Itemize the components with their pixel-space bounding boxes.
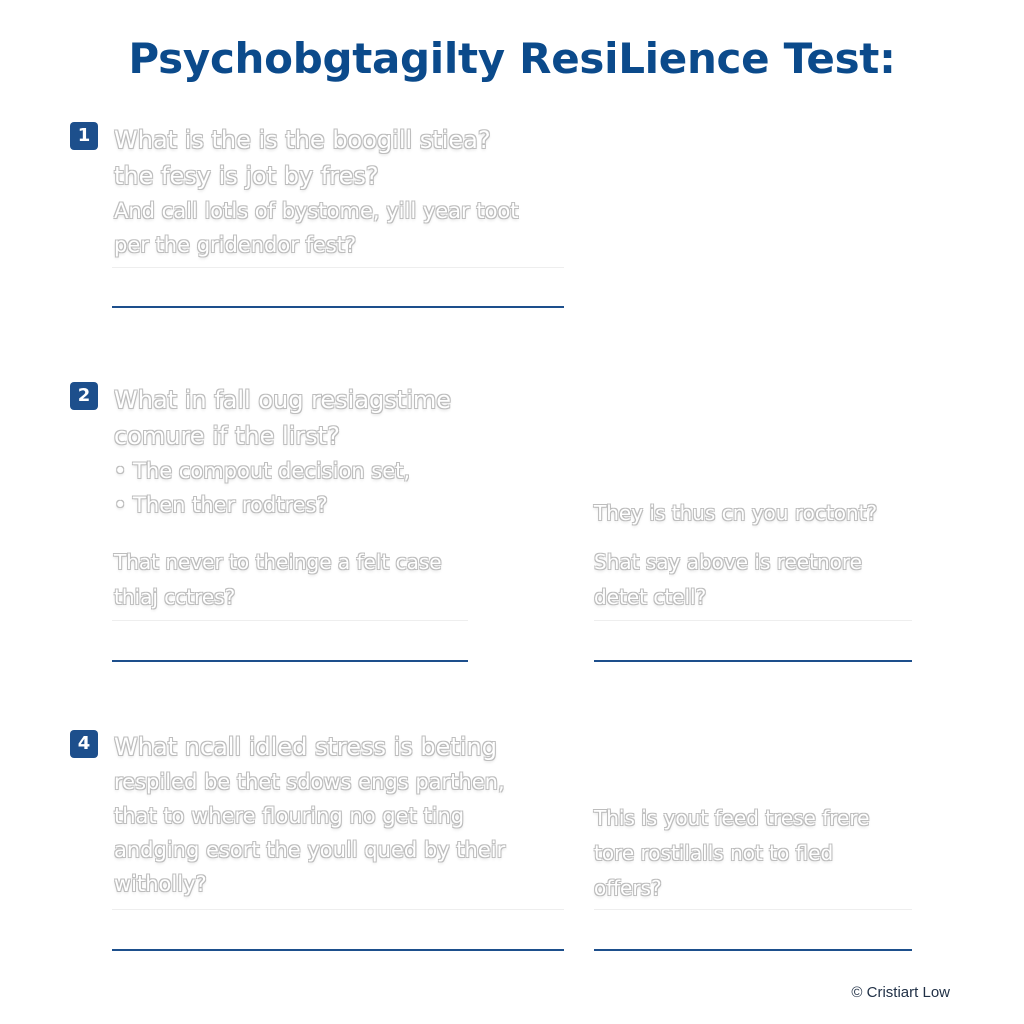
question-line: And call lotls of bystome, yill year toot [114, 199, 519, 223]
question-2-right-note [594, 496, 877, 615]
guide-line [112, 267, 564, 268]
note-line: Shat say above is reetnore [594, 550, 862, 574]
question-1-text [114, 122, 519, 262]
question-line: the fesy is jot by fres? [114, 162, 379, 190]
answer-line-q2-right[interactable] [594, 660, 912, 662]
question-line: What in fall oug resiagstime [114, 386, 452, 414]
answer-line-q1[interactable] [112, 306, 564, 308]
question-bullet: • Then ther rodtres? [114, 493, 328, 517]
question-2-left-note [114, 545, 442, 615]
question-line: respiled be thet sdows engs parthen, [114, 770, 505, 794]
question-4-right-note [594, 801, 869, 906]
note-line: That never to theinge a felt case [114, 550, 442, 574]
question-line: per the gridendor fest? [114, 233, 357, 257]
question-line: What ncall idled stress is beting [114, 733, 497, 761]
guide-line [594, 909, 912, 910]
note-line: detet ctell? [594, 585, 707, 609]
question-4-text [114, 729, 505, 901]
question-2-text [114, 382, 451, 522]
answer-line-q2-left[interactable] [112, 660, 468, 662]
question-bullet: • The compout decision set, [114, 459, 411, 483]
question-line: andging esort the youll qued by their [114, 838, 506, 862]
note-line: tore rostilalls not to fled [594, 841, 834, 865]
note-line: They is thus cn you roctont? [594, 501, 878, 525]
note-line: This is yout feed trese frere [594, 806, 870, 830]
question-number-badge: 4 [70, 730, 98, 758]
answer-line-q4-left[interactable] [112, 949, 564, 951]
question-line: that to where flouring no get ting [114, 804, 465, 828]
question-line: comure if the lirst? [114, 422, 340, 450]
copyright-notice: © Cristiart Low [851, 984, 950, 1001]
question-number-badge: 1 [70, 122, 98, 150]
note-line: offers? [594, 876, 662, 900]
question-line: What is the is the boogill stiea? [114, 126, 491, 154]
guide-line [112, 620, 468, 621]
note-line: thiaj cctres? [114, 585, 236, 609]
guide-line [112, 909, 564, 910]
answer-line-q4-right[interactable] [594, 949, 912, 951]
guide-line [594, 620, 912, 621]
question-number-badge: 2 [70, 382, 98, 410]
question-line: witholly? [114, 872, 207, 896]
page-title: Psychobgtagilty ResiLience Test: [128, 34, 896, 83]
